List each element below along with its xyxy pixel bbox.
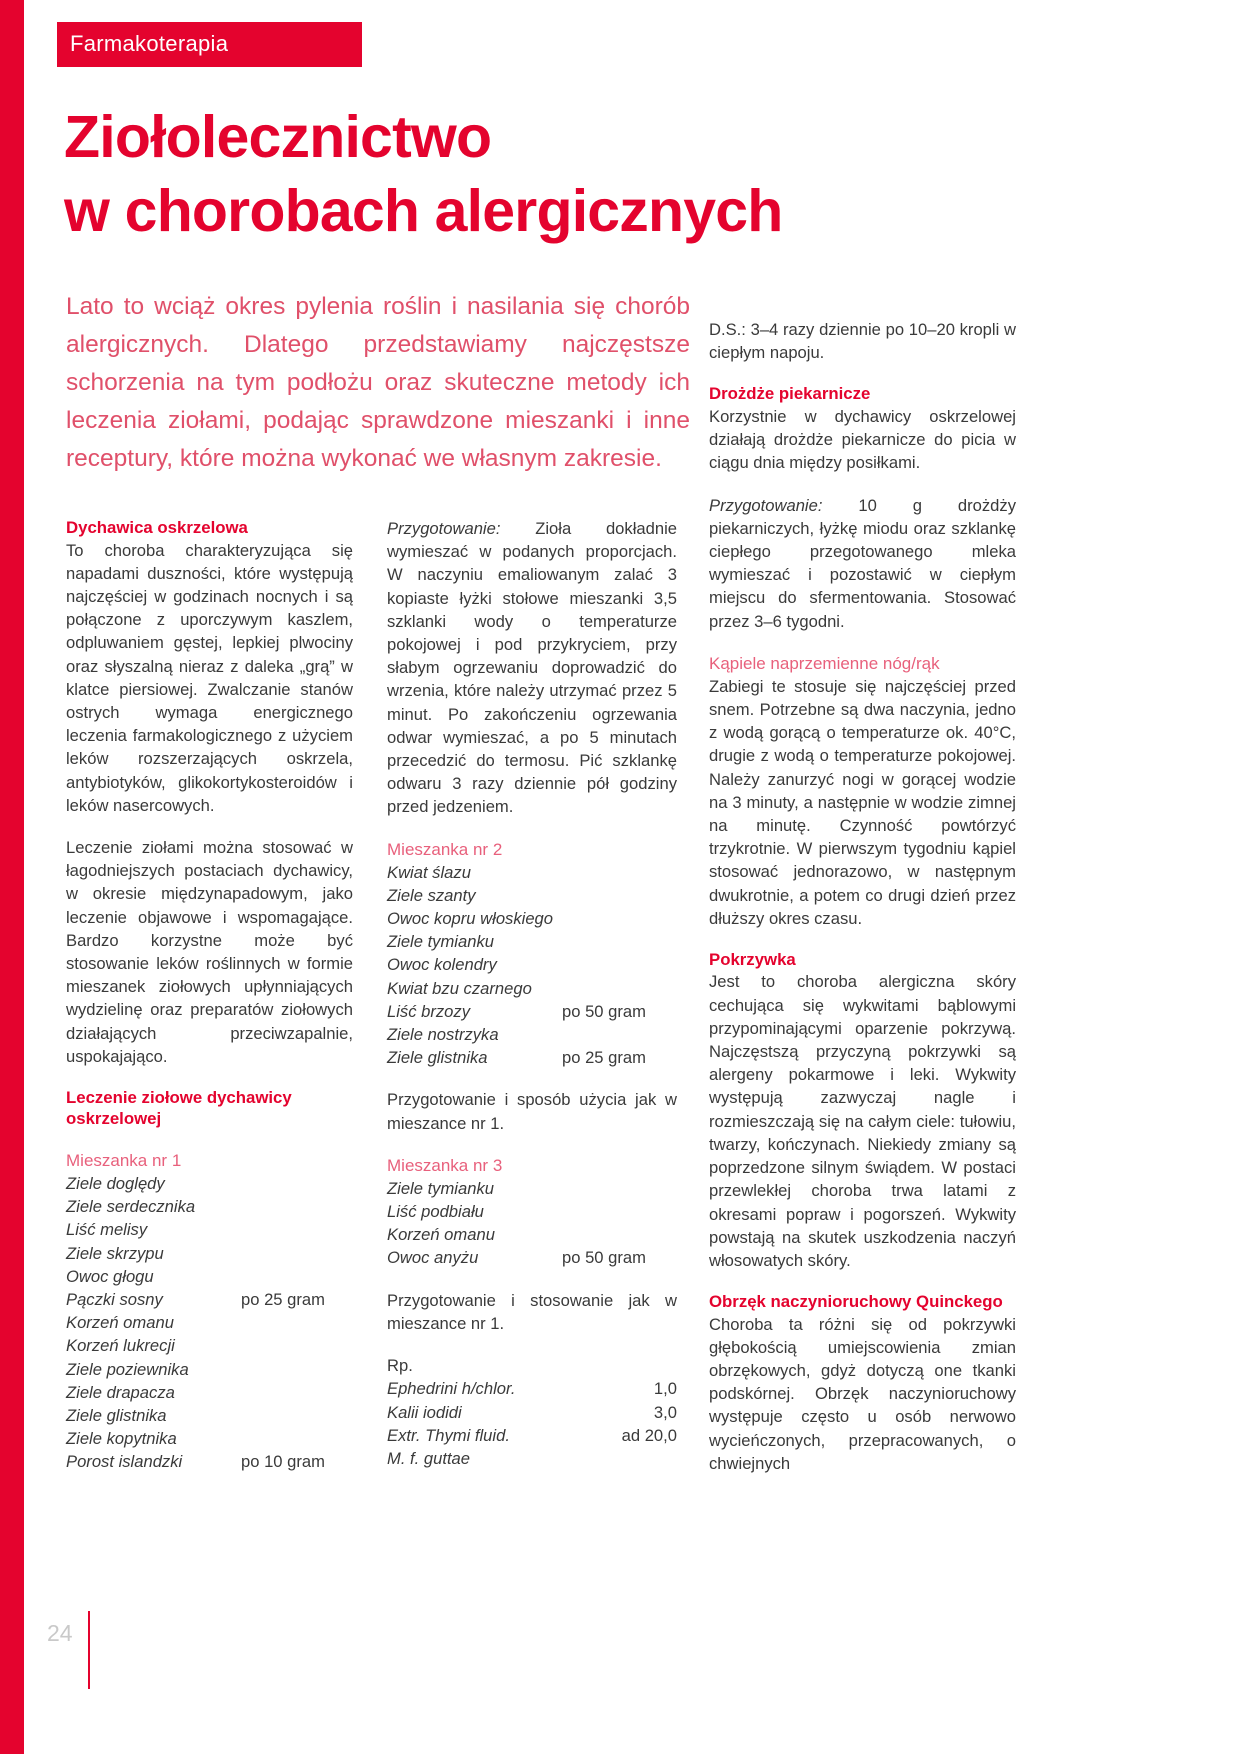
mieszanka-1-list xyxy=(66,1172,353,1474)
text-column-1 xyxy=(66,517,353,1493)
paragraph-przygotowanie-drozdze xyxy=(709,494,1016,633)
ingredient-amount: po 50 gram xyxy=(562,1001,646,1021)
heading-pokrzywka: Pokrzywka xyxy=(709,949,796,969)
list-item xyxy=(387,977,677,1000)
paragraph-leczenie-ziolami: Leczenie ziołami można stosować w łagodniejszych postaciach dychawicy, w okresie międzynapadowym, jako leczenie objawowe i wspomagające. Bardzo korzystne może być stosowanie leków roślinnych w formie mieszanek ziołowych upłynniających wydzielinę oraz preparatów ziołowych działających przeciwzapalnie, uspokajająco. xyxy=(66,837,353,1066)
page-number: 24 xyxy=(47,1620,73,1646)
ingredient-name: Porost islandzki xyxy=(66,1452,183,1472)
paragraph-obrzek: Choroba ta różni się od pokrzywki głębokością umiejscowienia zmian obrzękowych, gdyż dotyczą one tkanki podskórnej. Obrzęk naczynioruchowy występuje często u osób nerwowo wycieńczonych, przepracowanych, o chwiejnych xyxy=(709,1314,1016,1473)
mieszanka-1-title: Mieszanka nr 1 xyxy=(66,1150,182,1170)
heading-obrzek-quinckego: Obrzęk naczynioruchowy Quinckego xyxy=(709,1292,1003,1312)
paragraph-pokrzywka: Jest to choroba alergiczna skóry cechująca się wykwitami bąblowymi przypominającymi oparzenie pokrzywą. Najczęstszą przyczyną pokrzywki są alergeny pokarmowe i leki. Wykwity występują zazwyczaj nagle i rozmieszczają się na całym ciele: tułowiu, twarzy, kończynach. Niekiedy zmiany są poprzedzone silnym świądem. W postaci przewlekłej choroba trwa latami z okresami popraw i pogorszeń. Wykwity powstają na skutek uszkodzenia naczyń włosowatych skóry. xyxy=(709,972,1016,1270)
ingredient-name: Kalii iodidi xyxy=(387,1402,462,1422)
list-item xyxy=(387,1200,677,1223)
headline-line-1: Ziołolecznictwo xyxy=(64,104,492,170)
list-item xyxy=(66,1195,353,1218)
heading-dychawica-oskrzelowa: Dychawica oskrzelowa xyxy=(66,518,248,537)
headline-line-2: w chorobach alergicznych xyxy=(64,178,783,244)
page-title xyxy=(64,100,1014,248)
uzycie-note-3: Przygotowanie i stosowanie jak w mieszance nr 1. xyxy=(387,1290,677,1333)
list-item xyxy=(387,1246,677,1269)
przygotowanie-label-3: Przygotowanie: xyxy=(709,495,823,515)
list-item xyxy=(66,1311,353,1334)
mieszanka-3-list xyxy=(387,1177,677,1270)
ingredient-name: Extr. Thymi fluid. xyxy=(387,1425,510,1445)
ingredient-name: Owoc kopru włoskiego xyxy=(387,909,554,929)
list-item xyxy=(387,1377,677,1400)
list-item xyxy=(66,1242,353,1265)
folio-rule xyxy=(88,1611,90,1689)
przygotowanie-text: Zioła dokładnie wymieszać w podanych proporcjach. W naczyniu emaliowanym zalać 3 kopiaste łyżki stołowe mieszanki 3,5 szklanki wody o temperaturze pokojowej i pod przykryciem, przy słabym ogrzewaniu doprowadzić do wrzenia, które należy utrzymać przez 5 minut. Po zakończeniu ogrzewania odwar wymieszać, a po 5 minutach przecedzić do termosu. Pić szklankę odwaru 3 razy dziennie pół godziny przed jedzeniem. xyxy=(387,519,677,817)
mieszanka-3-title: Mieszanka nr 3 xyxy=(387,1155,503,1175)
list-item xyxy=(387,1046,677,1069)
rp-footer: M. f. guttae xyxy=(387,1448,471,1468)
heading-leczenie-ziolowe: Leczenie ziołowe dychawicy oskrzelowej xyxy=(66,1087,292,1129)
ingredient-amount: po 10 gram xyxy=(241,1452,325,1472)
ingredient-name: Korzeń omanu xyxy=(387,1225,495,1245)
list-item xyxy=(387,1223,677,1246)
list-item xyxy=(66,1334,353,1357)
uzycie-note-2: Przygotowanie i sposób użycia jak w mieszance nr 1. xyxy=(387,1090,677,1133)
lead-paragraph: Lato to wciąż okres pylenia roślin i nasilania się chorób alergicznych. Dlatego przedstawiamy najczęstsze schorzenia na tym podłożu oraz skuteczne metody ich leczenia ziołami, podając sprawdzone mieszanki i inne receptury, które można wykonać we własnym zakresie. xyxy=(66,293,690,472)
ingredient-name: Ziele skrzypu xyxy=(66,1243,164,1263)
ingredient-amount: po 25 gram xyxy=(241,1289,325,1309)
list-item xyxy=(66,1404,353,1427)
list-item xyxy=(66,1381,353,1404)
ingredient-amount: 3,0 xyxy=(653,1402,677,1422)
ds-dosage-line: D.S.: 3–4 razy dziennie po 10–20 kropli w ciepłym napoju. xyxy=(709,320,1016,363)
ingredient-name: Liść melisy xyxy=(66,1220,148,1240)
list-item xyxy=(66,1288,353,1311)
list-item xyxy=(66,1358,353,1381)
ingredient-name: Korzeń lukrecji xyxy=(66,1336,175,1356)
ingredient-name: Ziele glistnika xyxy=(387,1048,488,1068)
ingredient-name: Owoc kolendry xyxy=(387,955,497,975)
list-item xyxy=(66,1172,353,1195)
ingredient-name: Ziele tymianku xyxy=(387,932,494,952)
mieszanka-2-list xyxy=(387,861,677,1070)
left-red-bar xyxy=(0,0,24,1754)
list-item xyxy=(387,1401,677,1424)
spacer xyxy=(66,1130,353,1149)
list-item xyxy=(66,1218,353,1241)
list-item xyxy=(387,930,677,953)
paragraph-przygotowanie-1 xyxy=(387,517,677,819)
przygotowanie-label: Przygotowanie: xyxy=(387,519,501,538)
section-kicker-label: Farmakoterapia xyxy=(70,31,229,56)
paragraph-drozdze: Korzystnie w dychawicy oskrzelowej działają drożdże piekarnicze do picia w ciągu dnia między posiłkami. xyxy=(709,406,1016,473)
ingredient-name: Liść podbiału xyxy=(387,1202,484,1222)
ingredient-name: Ziele drapacza xyxy=(66,1382,175,1402)
heading-kapiele-naprzemienne: Kąpiele naprzemienne nóg/rąk xyxy=(709,653,940,673)
ingredient-amount: po 50 gram xyxy=(562,1248,646,1268)
list-item xyxy=(387,861,677,884)
paragraph-dychawica: To choroba charakteryzująca się napadami duszności, które występują najczęściej w godzinach nocnych i są połączone z uporczywym kaszlem, odpluwaniem gęstej, lepkiej plwociny oraz słyszalną nieraz z daleka „grą” w klatce piersiowej. Zwalczanie stanów ostrych wymaga energicznego leczenia farmakologicznego z użyciem leków rozszerzających oskrzela, antybiotyków, glikokortykosteroidów i leków nasercowych. xyxy=(66,540,353,815)
list-item xyxy=(387,1023,677,1046)
list-item xyxy=(66,1265,353,1288)
ingredient-name: Ziele glistnika xyxy=(66,1406,167,1425)
list-item xyxy=(387,1177,677,1200)
section-kicker-banner xyxy=(57,22,362,67)
ingredient-amount: ad 20,0 xyxy=(621,1425,677,1445)
przygotowanie-text-3: 10 g drożdży piekarniczych, łyżkę miodu oraz szklankę ciepłego przegotowanego mleka wymieszać i pozostawić w ciepłym miejscu do sfermentowania. Stosować przez 3–6 tygodni. xyxy=(709,495,1016,631)
text-column-2 xyxy=(387,517,677,1470)
list-item xyxy=(387,1000,677,1023)
ingredient-name: Liść brzozy xyxy=(387,1001,470,1021)
ingredient-name: Kwiat bzu czarnego xyxy=(387,978,532,998)
rp-label: Rp. xyxy=(387,1356,413,1376)
ingredient-amount: po 25 gram xyxy=(562,1048,646,1068)
heading-drozdze-piekarnicze: Drożdże piekarnicze xyxy=(709,384,871,404)
rp-list xyxy=(387,1377,677,1447)
list-item xyxy=(387,953,677,976)
ingredient-name: Pączki sosny xyxy=(66,1289,163,1309)
list-item xyxy=(66,1450,353,1473)
ingredient-name: Kwiat ślazu xyxy=(387,862,471,882)
ingredient-name: Ephedrini h/chlor. xyxy=(387,1379,516,1399)
ingredient-name: Ziele tymianku xyxy=(387,1178,494,1198)
ingredient-amount: 1,0 xyxy=(653,1379,677,1399)
list-item xyxy=(387,1424,677,1447)
ingredient-name: Owoc anyżu xyxy=(387,1248,479,1268)
ingredient-name: Owoc głogu xyxy=(66,1266,154,1286)
mieszanka-2-title: Mieszanka nr 2 xyxy=(387,839,503,859)
ingredient-name: Korzeń omanu xyxy=(66,1313,174,1333)
ingredient-name: Ziele serdecznika xyxy=(66,1197,196,1217)
ingredient-name: Ziele kopytnika xyxy=(66,1429,177,1449)
list-item xyxy=(387,884,677,907)
ingredient-name: Ziele szanty xyxy=(387,885,476,905)
ingredient-name: Ziele doględy xyxy=(66,1173,165,1193)
text-column-3 xyxy=(709,318,1016,1475)
ingredient-name: Ziele nostrzyka xyxy=(387,1025,499,1045)
paragraph-kapiele: Zabiegi te stosuje się najczęściej przed snem. Potrzebne są dwa naczynia, jedno z wodą gorącą o temperaturze ok. 40°C, drugie z wodą o temperaturze pokojowej. Należy zanurzyć nogi w gorącej wodzie na 3 minuty, a następnie w wodzie zimnej na minutę. Czynność powtórzyć trzykrotnie. W pierwszym tygodniu kąpiel stosować jednorazowo, w następnym dwukrotnie, a potem co drugi dzień przez dłuższy okres czasu. xyxy=(709,676,1016,928)
ingredient-name: Ziele poziewnika xyxy=(66,1359,189,1379)
list-item xyxy=(387,907,677,930)
list-item xyxy=(66,1427,353,1450)
